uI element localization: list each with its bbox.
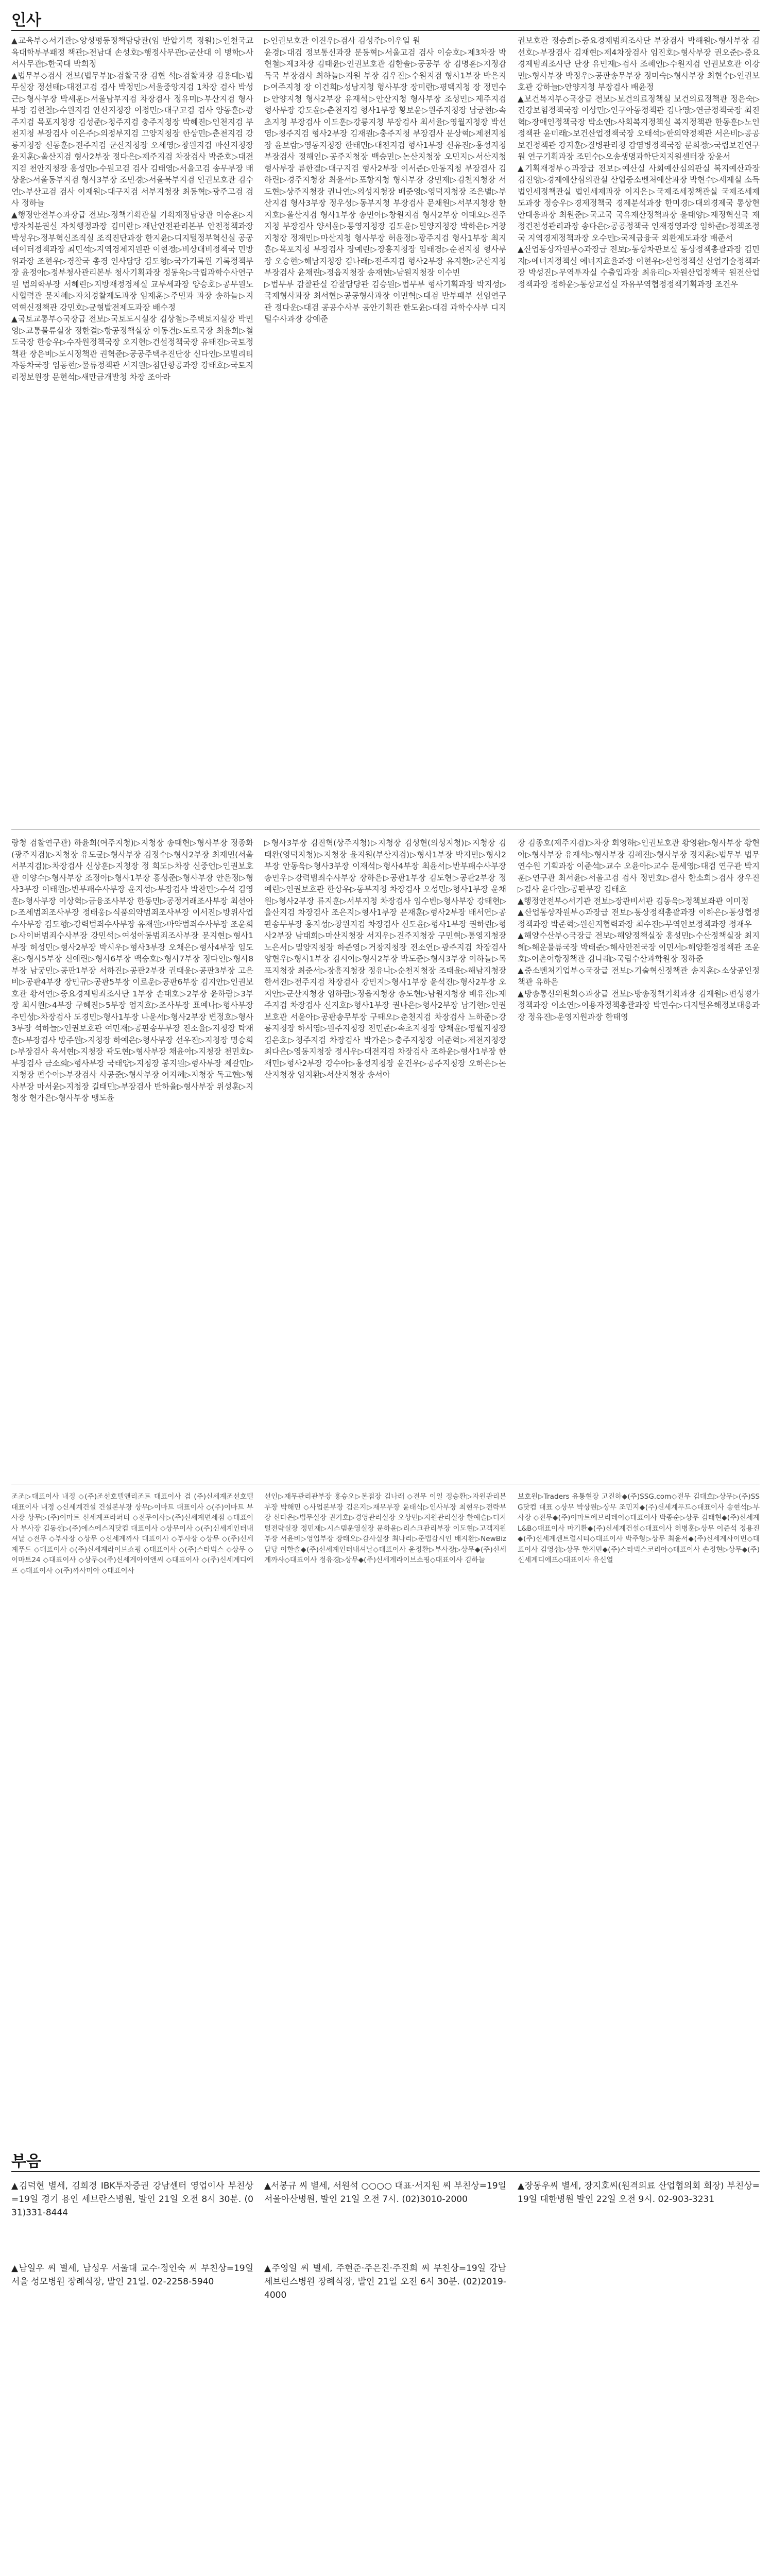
obituary-entry <box>11 2179 253 2219</box>
obituary-text: ▲서봉규 씨 별세, 서원석 ○○○○ 대표·서지원 씨 부친상=19일 서울아산병원, 발인 21일 오전 7시. (02)3010-2000 <box>264 2181 506 2205</box>
personnel-column-7: 조조▷대표이사 내정 ◇(주)조선호텔앤리조트 대표이사 겸 (주)신세계조선호텔 대표이사 내정 ◇신세계건설 건설본부장 상무▷이마트 대표이사 ◇(주)이마트 부사장 상무▷(주)이마트 신세계프라퍼티 ◇전무이사▷(주)신세계면세점 ◇대표이사 부사장 김동선▷(주)에스에스지닷컴 대표이사 ◇상무이사 ◇(주)신세계인터내셔날 ◇전무 ◇부사장 ◇상무 ◇신세계까사 대표이사 ◇부사장 ◇상무 ◇(주)신세계푸드 ◇대표이사 ◇(주)신세계라이브쇼핑 ◇대표이사 ◇(주)스타벅스 ◇상무 ◇이마트24 ◇대표이사 ◇상무◇(주)신세계아이앤씨 ◇대표이사 ◇(주)신세계디에프 ◇대표이사 ◇(주)까사미아 ◇대표이사 <box>11 1493 256 1575</box>
obituary-entry <box>264 2262 506 2302</box>
personnel-column-5: ▷형사3부장 김진혁(상주지청)▷지청장 김성현(의성지청)▷지청장 김태완(영덕지청)▷지청장 윤지원(부산지검)▷형사1부장 박지민▷형사2부장 안동욱▷형사3부장 이재석▷형사4부장 최윤서▷반부패수사부장 송민우▷강력범죄수사부장 장하은▷공판1부장 김도현▷공판2부장 정예린▷인권보호관 한상우▷동부지청 차장검사 오성민▷형사1부장 윤채원▷형사2부장 류지훈▷서부지청 차장검사 임수빈▷형사부장 강태현▷울산지검 차장검사 조은지▷형사1부장 문재훈▷형사2부장 배서연▷공판송무부장 홍지성▷창원지검 차장검사 신도윤▷형사1부장 권하린▷형사2부장 남태희▷마산지청장 서지우▷진주지청장 구민혁▷통영지청장 노은서▷밀양지청장 하준영▷거창지청장 전소연▷광주지검 차장검사 양현우▷형사1부장 김시아▷형사2부장 박도준▷형사3부장 이하늘▷목포지청장 최준서▷장흥지청장 정유나▷순천지청장 조태윤▷해남지청장 한서진▷전주지검 차장검사 강민지▷형사1부장 윤석진▷형사2부장 오지안▷군산지청장 임하람▷정읍지청장 송도현▷남원지청장 배유진▷제주지검 차장검사 신지호▷형사1부장 권나은▷형사2부장 남기현▷인권보호관 서윤아▷공판송무부장 구태오▷춘천지검 차장검사 노하준▷강릉지청장 하서영▷원주지청장 전민준▷속초지청장 양채윤▷영월지청장 김은호▷청주지검 차장검사 박가은▷충주지청장 이준혁▷제천지청장 최다은▷영동지청장 정시우▷대전지검 차장검사 조하윤▷형사1부장 한재민▷형사2부장 강수아▷홍성지청장 윤건우▷공주지청장 오하은▷논산지청장 임지환▷서산지청장 송서아 <box>264 838 509 1079</box>
obituary-entry <box>264 2179 506 2206</box>
personnel-column-4: 랑청 검찰연구관) 하윤희(여주지청)▷지청장 송태현▷형사부장 정종화(광주지검)▷지청장 유도균▷형사부장 김정수▷형사2부장 최재민(서울서부지검)▷차장검사 신상훈▷지청장 정 희도▷차장 신중언▷인권보호관 이양수▷형사부장 조정아▷형사1부장 홍성준▷형사부장 안은정▷형사3부장 이태원▷반부패수사부장 윤지성▷부장검사 박찬민▷수석 김영훈▷형사부장 이상혁▷금융조사부장 한동민▷공정거래조사부장 최선아▷조세범죄조사부장 정태웅▷식품의약범죄조사부장 이서진▷방위사업수사부장 김도형▷강력범죄수사부장 유재원▷마약범죄수사부장 조윤희▷사이버범죄수사부장 강민석▷여성아동범죄조사부장 문지현▷형사1부장 허성민▷형사2부장 박시우▷형사3부장 오채은▷형사4부장 임도훈▷형사5부장 신예린▷형사6부장 백승호▷형사7부장 정다인▷형사8부장 남궁민▷공판1부장 서하진▷공판2부장 권태윤▷공판3부장 고은비▷공판4부장 장민규▷공판5부장 이로운▷공판6부장 김지안▷인권보호관 황서연▷중요경제범죄조사단 1부장 손태호▷2부장 윤하람▷3부장 최시원▷4부장 구혜진▷5부장 엄지호▷조사부장 표예나▷형사부장 추민성▷차장검사 도경민▷형사1부장 나윤서▷형사2부장 변정호▷형사3부장 석하늘▷인권보호관 여민재▷공판송무부장 진소율▷지청장 탁재훈▷부장검사 방주원▷지청장 하예은▷형사부장 선우진▷지청장 명승희▷부장검사 육서현▷지청장 곽도현▷형사부장 채윤아▷지청장 천민호▷부장검사 금소희▷형사부장 국태양▷지청장 봉지원▷형사부장 제갈민▷지청장 편수아▷부장검사 사공준▷형사부장 어지혜▷지청장 독고현▷형사부장 마서윤▷지청장 길태민▷부장검사 반하율▷형사부장 위성훈▷지청장 현가은▷형사부장 맹도윤 <box>11 838 256 1103</box>
personnel-column-6: 장 김종호(제주지검)▷차장 회영하▷인권보호관 황영환▷형사부장 황현아▷형사부장 유재석▷형사부장 김혜진▷형사부장 정지훈▷법무부 법무연수원 기획과장 이준석▷교수 오윤아▷교수 문세영▷대검 연구관 박지훈▷연구관 최서윤▷서울고검 검사 정민호▷검사 한소희▷검사 장우진▷검사 윤다인▷공판부장 김태호 ▲행정안전부◇서기관 전보▷장관비서관 김동욱▷정책보좌관 이미정 ▲산업통상자원부◇과장급 전보▷통상정책총괄과장 이하은▷통상협정정책과장 박준혁▷원산지협력과장 최수진▷무역안보정책과장 정재우 ▲해양수산부◇국장급 전보▷해양정책실장 홍성민▷수산정책실장 최지혜▷해운물류국장 박태준▷해사안전국장 이민서▷해양환경정책관 조윤호▷어촌어항정책관 김나래▷국립수산과학원장 정하준 ▲중소벤처기업부◇국장급 전보▷기술혁신정책관 송지훈▷소상공인정책관 유하은 ▲방송통신위원회◇과장급 전보▷방송정책기획과장 김재원▷편성평가정책과장 이소연▷이용자정책총괄과장 박민수▷디지털유해정보대응과장 정유진▷운영지원과장 한태영 <box>518 838 760 1022</box>
personnel-column-1: ▲교육부◇서기관▷양성평등정책담당관(임 반압기록 정원)▷인천국교육대학부부패정 책관▷전남대 손성호▷행정사무관▷군산대 이 병학▷사서사무관▷한국대 박희정 ▲법무부◇검사 전보(법무부)▷검찰국장 김현 석▷검찰과장 김용대▷법무실장 정선태▷대전고검 검사 박정민▷서울중앙지검 1차장 검사 박성근▷형사부장 박세훈▷서울남부지검 차장검사 정유미▷부산지검 형사부장 김현철▷수원지검 안산지청장 이정민▷대구고검 검사 양동훈▷광주지검 목포지청장 김성준▷청주지검 충주지청장 박혜진▷인천지검 부천지청 부장검사 이은주▷의정부지검 고양지청장 한상민▷춘천지검 강릉지청장 신동훈▷전주지검 군산지청장 오세영▷창원지검 마산지청장 윤지훈▷울산지검 형사2부장 정다은▷제주지검 차장검사 박준호▷대전지검 천안지청장 홍성민▷수원고검 검사 김태영▷서울고검 송무부장 배상윤▷서울동부지검 형사3부장 조민경▷서울북부지검 인권보호관 김수연▷부산고검 검사 이재원▷대구지검 서부지청장 최동혁▷광주고검 검사 정하늘 ▲행정안전부◇과장급 전보▷정책기획관실 기획재정담당관 이승훈▷지방자치분권실 자치행정과장 김미란▷재난안전관리본부 안전정책과장 박성우▷정부혁신조직실 조직진단과장 한지윤▷디지털정부혁신실 공공데이터정책과장 최민석▷지역경제지원관 이현정▷비상대비정책국 민방위과장 조현우▷경찰국 총경 인사담당 김도형▷국가기록원 기록정책부장 윤정아▷정부청사관리본부 청사기획과장 정동욱▷국립과학수사연구원 법의학부장 서혜린▷지방재정경제실 교부세과장 양승호▷공무원노사협력관 문지혜▷자치경찰제도과장 임재훈▷주민과 과장 송하늘▷지역혁신정책관 강민호▷균형발전제도과장 배수정 ▲국토교통부◇국장급 전보▷국토도시실장 김상철▷주택토지실장 박민영▷교통물류실장 정한결▷항공정책실장 이동건▷도로국장 최윤희▷철도국장 한승우▷수자원정책국장 오지현▷건설정책국장 유태진▷국토정책관 장은비▷도시정책관 권혁준▷공공주택추진단장 신다인▷모빌리티자동차국장 임동현▷물류정책관 서지원▷첨단항공과장 강태호▷국토지리정보원장 문현석▷새만금개발청 차장 조아라 <box>11 36 253 382</box>
personnel-column-8: 선인▷재무관리관부장 홍승오▷본점장 김나래 ◇전무 이일 정승환▷자원관리본부장 박해민 ◇사업본부장 김은지▷재무부장 윤태식▷인사부장 최현우▷전략부장 신다은▷법무실장 권기호▷경영관리실장 오상민▷지원관리실장 한예슬▷디지털전략실장 정민재▷시스템운영실장 문하윤▷리스크관리부장 이도현▷고객지원부장 서윤비▷영업부장 장태오▷감사실장 최나리▷준법감시인 배지환▷NewBiz담당 이한솔◆(주)신세계인터내셔날◇대표이사 윤정환▷부사장▷상무◆(주)신세계까사◇대표이사 정유경▷상무◆(주)신세계라이브쇼핑◇대표이사 김하늘 <box>264 1493 506 1564</box>
obituary-text: ▲장동우씨 별세, 장지호씨(원격의료 산업협의회 회장) 부친상=19일 대한병원 발인 22일 오전 9시. 02-903-3231 <box>518 2181 760 2205</box>
personnel-column-3: 권보호관 정승희▷중요경제범죄조사단 부장검사 박해원▷형사부장 김선호▷부장검사 김재현▷제4차장검사 임진호▷형사부장 권오준▷중요경제범죄조사단 단장 유민재▷검사 조혜인▷수원지검 인권보호관 이강민▷형사부장 박정우▷공판송무부장 정미숙▷형사부장 최현수▷인권보호관 강하늘▷안양지청 부장검사 배윤정 ▲보건복지부◇국장급 전보▷보건의료정책실 보건의료정책관 정은숙▷건강보험정책국장 이상민▷인구아동정책관 김나영▷연금정책국장 최진혁▷장애인정책국장 박소연▷사회복지정책실 복지정책관 한동훈▷노인정책관 윤미래▷보건산업정책국장 오태석▷한의약정책관 서은비▷공공보건정책관 강지훈▷질병관리청 감염병정책국장 문희정▷국립보건연구원 연구기획과장 조민수▷오송생명과학단지지원센터장 장윤서 ▲기획재정부◇과장급 전보▷예산실 사회예산심의관실 복지예산과장 김진영▷경제예산심의관실 산업중소벤처예산과장 박현수▷세제실 소득법인세정책관실 법인세제과장 이지은▷국제조세정책관실 국제조세제도과장 정승우▷경제정책국 경제분석과장 한미경▷대외경제국 통상현안대응과장 최원준▷국고국 국유재산정책과장 윤태양▷재정혁신국 재정건전성관리과장 송다은▷공공정책국 인재경영과장 임하준▷정책조정국 지역경제정책과장 오수민▷국제금융국 외환제도과장 배준서 ▲산업통상자원부◇과장급 전보▷통상차관보실 통상정책총괄과장 김민지▷에너지정책실 에너지효율과장 이현우▷산업정책실 산업기술정책과장 박성진▷무역투자실 수출입과장 최유리▷자원산업정책국 원전산업정책과장 정하윤▷통상교섭실 자유무역협정정책기획과장 조건우 <box>518 36 760 289</box>
band-divider-1 <box>11 829 760 830</box>
obituary-text: ▲김덕현 별세, 김희경 IBK투자증권 강남센터 영업이사 부친상=19일 경기 용인 세브란스병원, 발인 21일 오전 8시 30분. (031)331-8444 <box>11 2181 253 2218</box>
obituary-text: ▲주영일 씨 별세, 주현준·주은진·주진희 씨 부친상=19일 강남세브란스병원 장례식장, 발인 21일 오전 6시 30분. (02)2019-4000 <box>264 2263 506 2300</box>
obituary-entry <box>518 2179 760 2206</box>
obituary-section-title: 부음 <box>11 2153 41 2171</box>
section-top-rule <box>11 30 760 31</box>
obituary-top-rule <box>11 2171 760 2172</box>
obituary-entry <box>11 2262 253 2289</box>
personnel-column-9: 보호원▷Traders 유통현장 고진하◆(주)SSG.com◇전무 김대호▷상무▷(주)SSG닷컴 대표 ◇상무 박상원▷상무 조민지◆(주)신세계푸드◇대표이사 송현석▷부사장 ◇전무◆(주)이마트에브리데이◇대표이사 박종순▷상무 김태현◆(주)신세계L&B◇대표이사 마기환◆(주)신세계건설◇대표이사 허병훈▷상무 이준석 정용진◆(주)신세계센트럴시티◇대표이사 박주형▷상무 최윤서◆(주)신세계사이먼◇대표이사 김영섭▷상무 한지민◆(주)스타벅스코리아◇대표이사 손정현▷상무◆(주)신세계디에프◇대표이사 유신열 <box>518 1493 760 1564</box>
personnel-section-title: 인사 <box>11 11 41 29</box>
personnel-column-2: ▷인권보호관 이진우▷검사 김성주▷이우일 원 윤경▷대검 정보통신과장 문동혁▷서울고검 검사 이승호▷제3차장 박현철▷제3차장 김태윤▷인권보호관 김한솔▷공공부 장 김명훈▷지정감독국 부장검사 최하늘▷지원 부장 김우진▷수원지검 형사1부장 박은지▷여주지청 장 이건희▷성남지청 형사부장 장미란▷평택지청 장 정민수▷안양지청 형사2부장 유재석▷안산지청 형사부장 조성민▷제주지검 형사부장 강도윤▷춘천지검 형사1부장 황보윤▷원주지청장 남궁현▷속초지청 부장검사 이도훈▷강릉지청 부장검사 최서율▷영월지청장 박선영▷청주지검 형사2부장 김재원▷충주지청 부장검사 문상혁▷제천지청장 윤보람▷영동지청장 한태민▷대전지검 형사1부장 신유진▷홍성지청 부장검사 정해인▷공주지청장 백승민▷논산지청장 오민지▷서산지청 형사부장 류한결▷대구지검 형사2부장 이서준▷안동지청 부장검사 김하린▷경주지청장 최윤서▷포항지청 형사부장 강민재▷김천지청장 서도현▷상주지청장 권나연▷의성지청장 배준영▷영덕지청장 조은별▷부산지검 형사3부장 정우성▷동부지청 부장검사 문채원▷서부지청장 한지호▷울산지검 형사1부장 송민아▷창원지검 형사2부장 이태오▷진주지청 부장검사 양서윤▷통영지청장 김도윤▷밀양지청장 박하은▷거창지청장 정재민▷마산지청 형사부장 허윤정▷광주지검 형사1부장 최지훈▷목포지청 부장검사 장예린▷장흥지청장 임태경▷순천지청 형사부장 오승현▷해남지청장 김나래▷전주지검 형사2부장 유지환▷군산지청 부장검사 윤채린▷정읍지청장 송재현▷남원지청장 이수빈 ▷법무부 감찰관실 감찰담당관 김승원▷법무부 형사기획과장 박지성▷국제형사과장 최서현▷공공형사과장 이민혁▷대검 반부패부 선임연구관 정다운▷대검 공공수사부 공안기획관 한도윤▷대검 과학수사부 디지털수사과장 강예준 <box>264 36 506 324</box>
obituary-text: ▲남일우 씨 별세, 남성우 서울대 교수·정인숙 씨 부친상=19일 서울 성모병원 장례식장, 발인 21일. 02-2258-5940 <box>11 2263 253 2287</box>
